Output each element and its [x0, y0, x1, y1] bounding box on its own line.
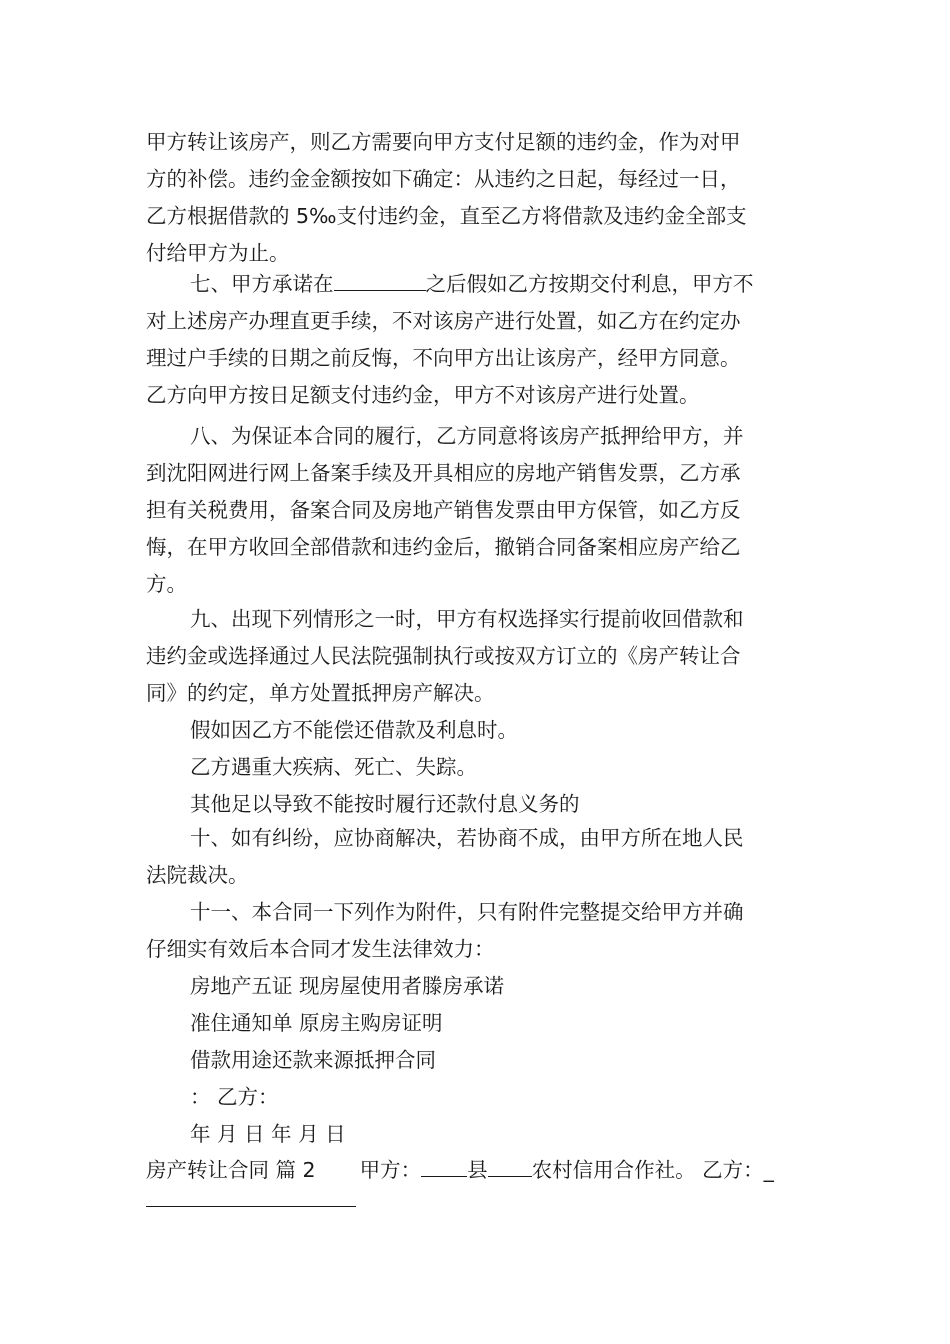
clause-7-blank — [334, 266, 426, 291]
clause-9-line: 九、出现下列情形之一时，甲方有权选择实行提前收回借款和 — [190, 607, 744, 631]
attachment-line: 借款用途还款来源抵押合同 — [190, 1048, 436, 1072]
attachment-line: 准住通知单 原房主购房证明 — [190, 1011, 443, 1035]
text-line: 担有关税费用，备案合同及房地产销售发票由甲方保管，如乙方反 — [146, 498, 741, 522]
text-line: 方的补偿。违约金金额按如下确定：从违约之日起，每经过一日， — [146, 167, 741, 191]
condition-line: 其他足以导致不能按时履行还款付息义务的 — [190, 792, 580, 816]
party-b-line — [146, 1182, 356, 1218]
attachment-line: 房地产五证 现房屋使用者滕房承诺 — [190, 974, 505, 998]
signature-line: ： 乙方： — [190, 1085, 279, 1109]
clause-8-line: 八、为保证本合同的履行，乙方同意将该房产抵押给甲方，并 — [190, 424, 744, 448]
party-b-blank — [146, 1182, 356, 1207]
text-line: 悔，在甲方收回全部借款和违约金后，撤销合同备案相应房产给乙 — [146, 535, 741, 559]
text-line: 法院裁决。 — [146, 863, 249, 887]
text-line: 乙方向甲方按日足额支付违约金，甲方不对该房产进行处置。 — [146, 383, 700, 407]
county-label: 县 — [467, 1158, 488, 1182]
coop-label: 农村信用合作社。 乙方：_ — [531, 1158, 774, 1182]
text-line: 理过户手续的日期之前反悔，不向甲方出让该房产，经甲方同意。 — [146, 346, 741, 370]
condition-line: 假如因乙方不能偿还借款及利息时。 — [190, 718, 518, 742]
text-line: 乙方根据借款的 5‰支付违约金，直至乙方将借款及违约金全部支 — [146, 204, 747, 228]
clause-7-line — [190, 266, 754, 302]
text-line: 甲方转让该房产，则乙方需要向甲方支付足额的违约金，作为对甲 — [146, 130, 741, 154]
text-line: 违约金或选择通过人民法院强制执行或按双方订立的《房产转让合 — [146, 644, 741, 668]
text-line: 到沈阳网进行网上备案手续及开具相应的房地产销售发票，乙方承 — [146, 461, 741, 485]
date-line: 年 月 日 年 月 日 — [190, 1122, 346, 1146]
coop-blank — [488, 1152, 532, 1177]
county-blank — [421, 1152, 467, 1177]
text-line: 同》的约定，单方处置抵押房产解决。 — [146, 681, 495, 705]
heading-2-title: 房产转让合同 篇 2 — [146, 1158, 316, 1182]
clause-11-line: 十一、本合同一下列作为附件，只有附件完整提交给甲方并确 — [190, 900, 744, 924]
clause-10-line: 十、如有纠纷，应协商解决，若协商不成，由甲方所在地人民 — [190, 826, 744, 850]
condition-line: 乙方遇重大疾病、死亡、失踪。 — [190, 755, 477, 779]
clause-7-suffix: 之后假如乙方按期交付利息，甲方不 — [425, 272, 754, 296]
clause-7-prefix: 七、甲方承诺在 — [190, 272, 334, 296]
text-line: 对上述房产办理直更手续，不对该房产进行处置，如乙方在约定办 — [146, 309, 741, 333]
text-line: 付给甲方为止。 — [146, 241, 290, 265]
text-line: 方。 — [146, 572, 187, 596]
text-line: 仔细实有效后本合同才发生法律效力： — [146, 937, 495, 961]
party-a-label: 甲方： — [359, 1158, 422, 1182]
